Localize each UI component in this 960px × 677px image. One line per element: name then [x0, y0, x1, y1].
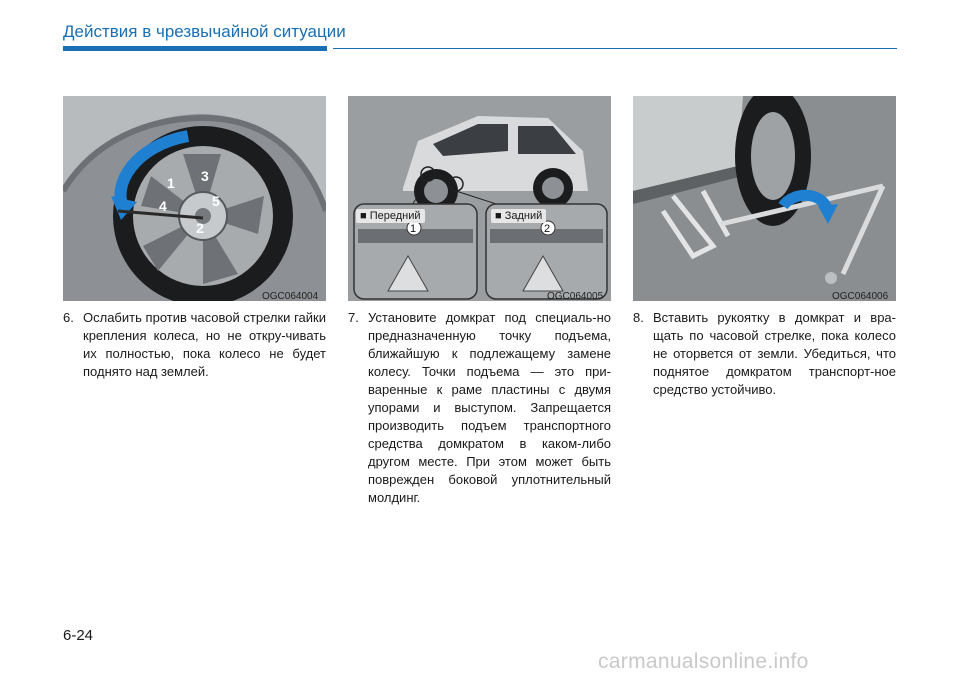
- jack-marker: 1: [410, 223, 417, 235]
- step-7: [348, 309, 611, 507]
- figure-caption: OGC064005: [547, 291, 604, 302]
- header-rule-line: [333, 48, 897, 49]
- lug-number: 1: [167, 175, 175, 191]
- wheel-lug-illustration: [63, 96, 326, 301]
- rear-label: ■ Задний: [491, 209, 546, 223]
- step-text: Ослабить против часовой стрелки гайки крепления колеса, но не откру-чивать их полностью, пока колесо не будет поднято над землей.: [83, 310, 326, 379]
- step-6: [63, 309, 326, 381]
- lug-number: 4: [159, 198, 167, 214]
- figure-caption: OGC064004: [262, 291, 319, 302]
- step-number: 7.: [348, 310, 359, 325]
- step-number: 8.: [633, 310, 644, 325]
- lug-number: 3: [201, 168, 209, 184]
- lug-number: 2: [196, 220, 204, 236]
- step-number: 6.: [63, 310, 74, 325]
- header-rule-accent: [63, 46, 327, 51]
- watermark: carmanualsonline.info: [598, 650, 809, 673]
- lug-number: 5: [212, 193, 220, 209]
- section-title: Действия в чрезвычайной ситуации: [63, 22, 346, 41]
- step-8: [633, 309, 896, 399]
- front-label: ■ Передний: [356, 209, 425, 223]
- jack-points-illustration: [348, 96, 611, 301]
- step-text: Установите домкрат под специаль-но предназначенную точку подъема, ближайшую к подлежащему замене колесу. Точки подъема — это при-варенные к раме пластины с двумя упорами и выступом. Запрещается производить подъем транспортного средства домкратом в каком-либо другом месте. При этом может быть поврежден боковой уплотнительный молдинг.: [368, 310, 611, 505]
- step-text: Вставить рукоятку в домкрат и вра-щать по часовой стрелке, пока колесо не оторвется от земли. Убедиться, что поднятое домкратом транспорт-ное средство устойчиво.: [653, 310, 896, 397]
- figure-caption: OGC064006: [832, 291, 889, 302]
- page-number: 6-24: [63, 627, 94, 644]
- jack-handle-illustration: [633, 96, 896, 301]
- jack-marker: 2: [544, 223, 551, 235]
